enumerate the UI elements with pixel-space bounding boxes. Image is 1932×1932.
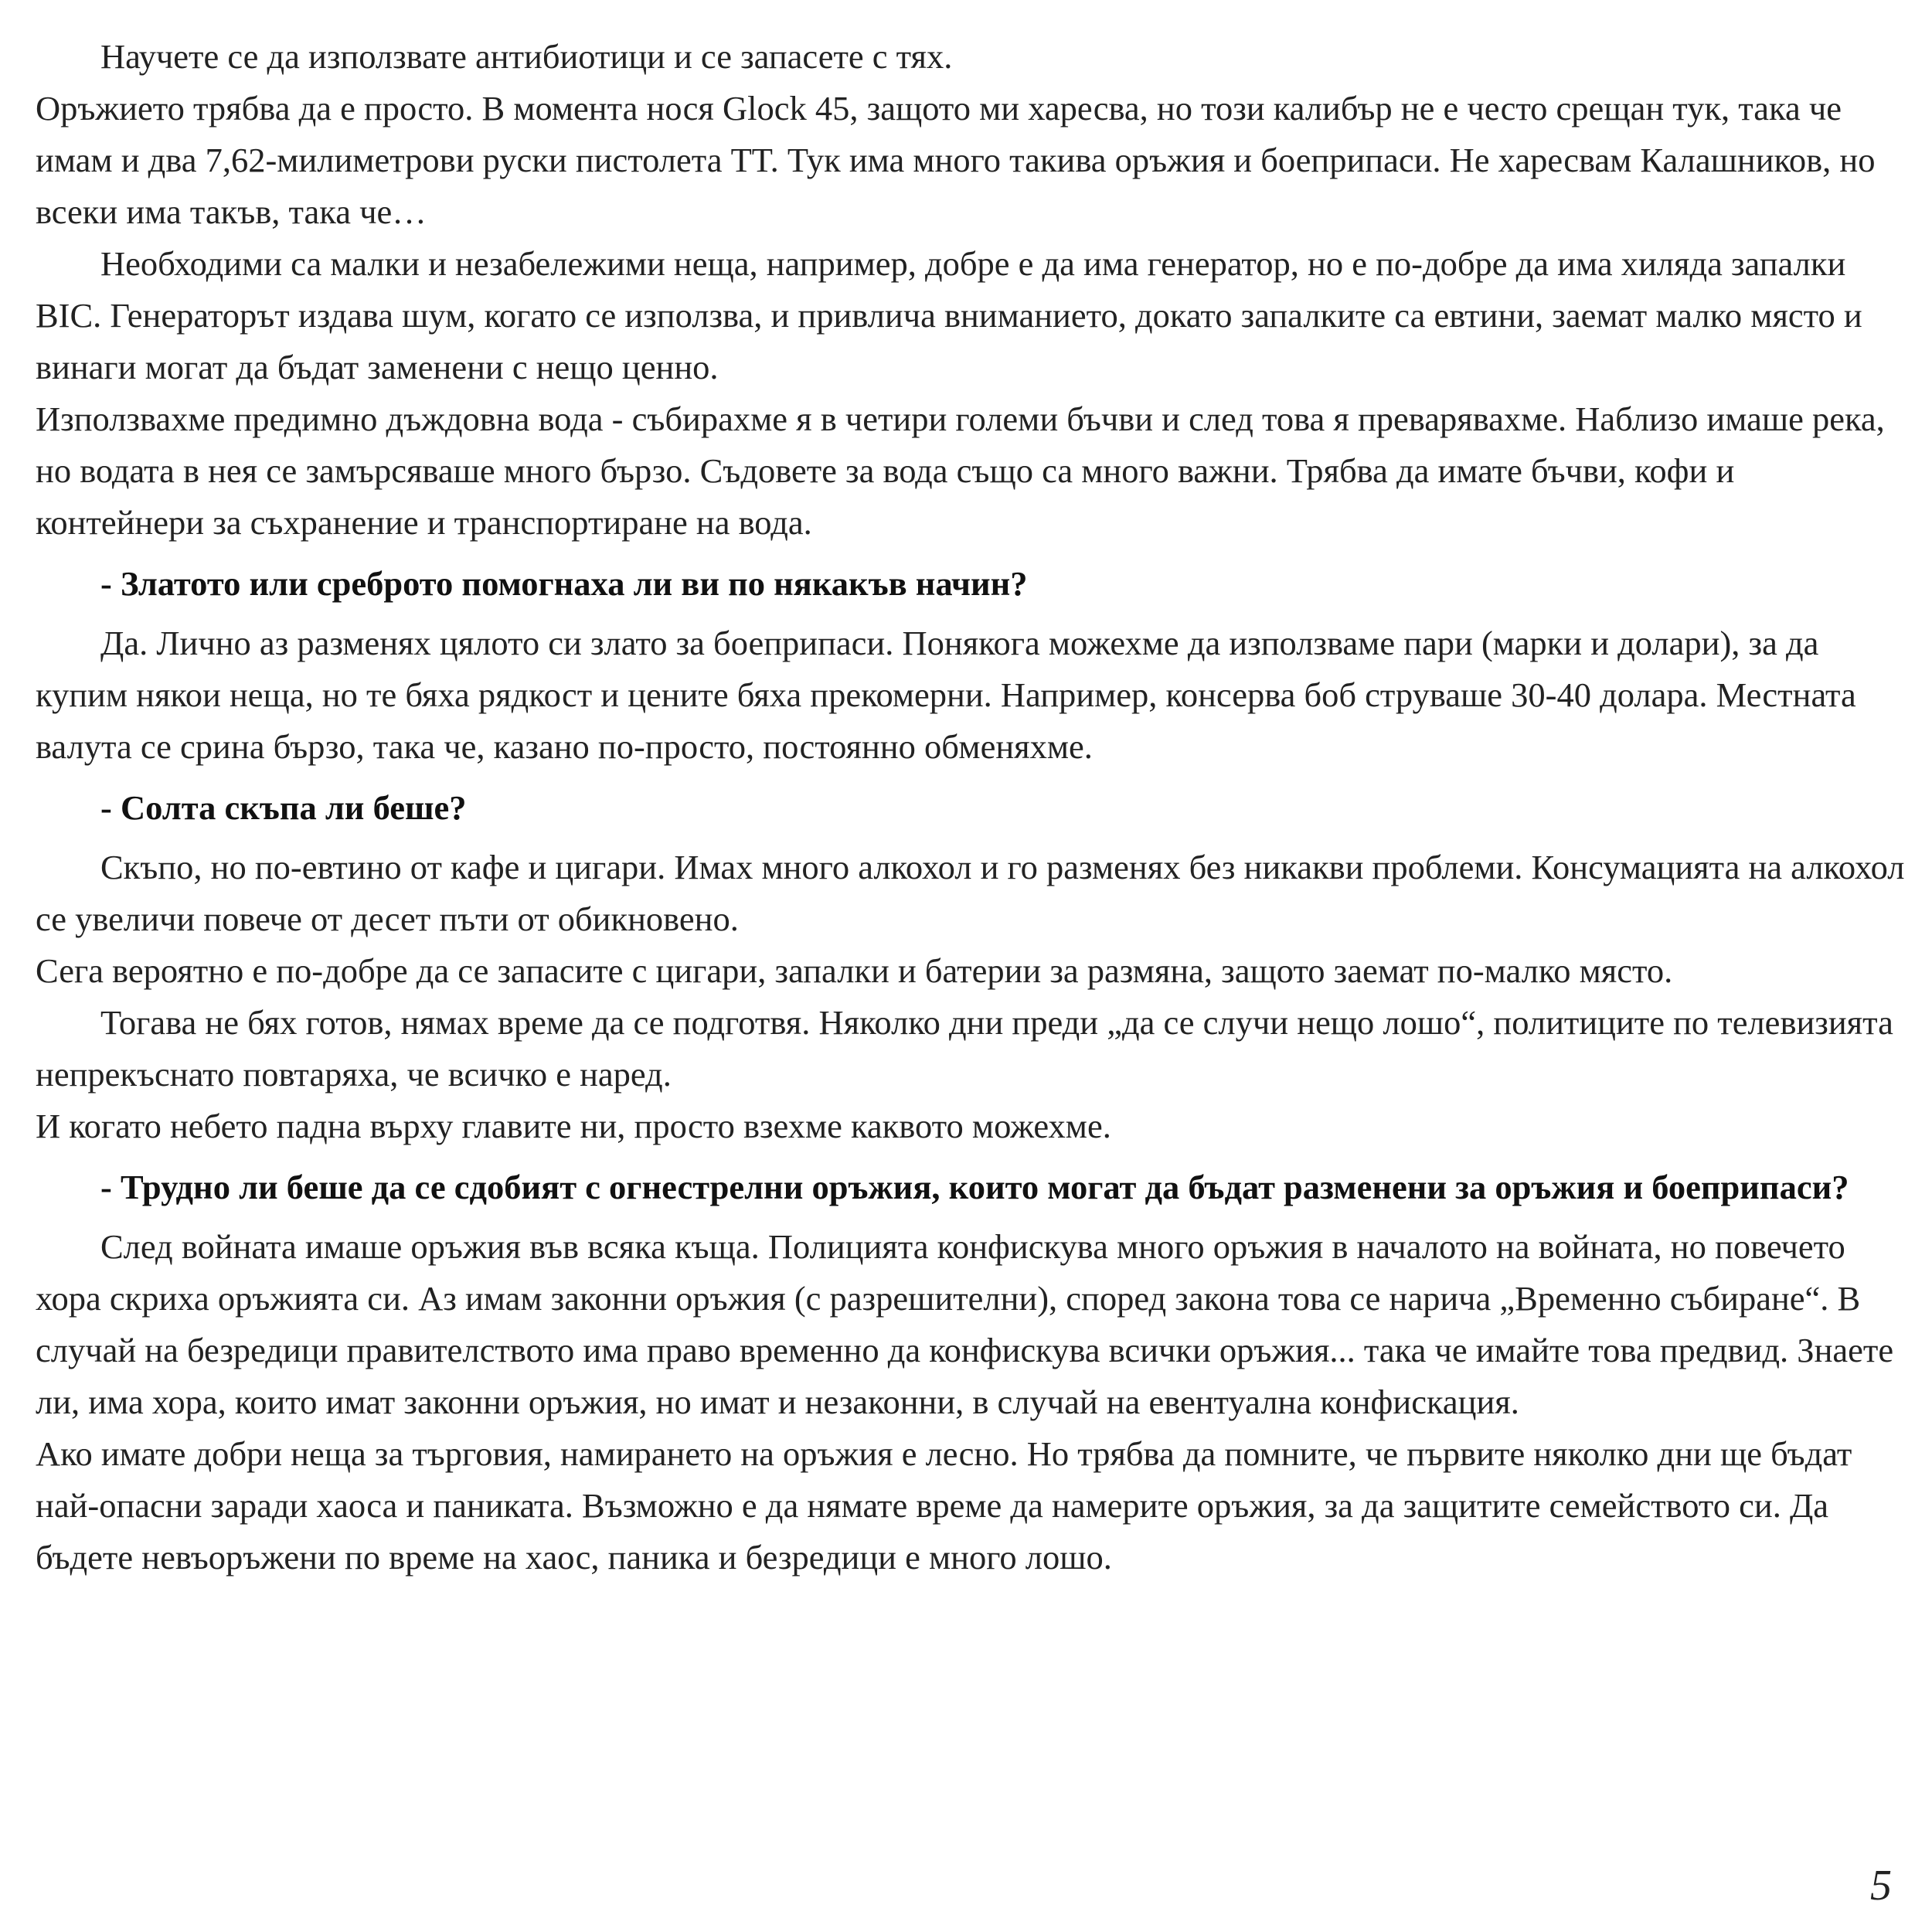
paragraph-salt-answer: Скъпо, но по-евтино от кафе и цигари. Имах много алкохол и го разменях без никакви проблеми. Консумацията на алкохол се увеличи повече от десет пъти от обикновено. bbox=[36, 848, 1905, 938]
paragraph-sky-fell: И когато небето падна върху главите ни, просто взехме каквото можехме. bbox=[36, 1107, 1111, 1145]
paragraph-small-items: Необходими са малки и незабележими неща, например, добре е да има генератор, но е по-добре да има хиляда запалки BIC. Генераторът издава шум, когато се използва, и привлича вниманието, докато запалките са евтини, заемат малко място и винаги могат да бъдат заменени с нещо ценно. bbox=[36, 244, 1862, 386]
question-salt: - Солта скъпа ли беше? bbox=[100, 788, 467, 827]
paragraph-weapons-simple: Оръжието трябва да е просто. В момента нося Glock 45, защото ми харесва, но този калибър не е често срещан тук, така че имам и два 7,62-милиметрови руски пистолета TT. Тук има много такива оръжия и боеприпаси. Не харесвам Калашников, но всеки има такъв, така че… bbox=[36, 89, 1876, 231]
paragraph-not-ready: Тогава не бях готов, нямах време да се подготвя. Няколко дни преди „да се случи нещо лошо“, политиците по телевизията непрекъснато повтаряха, че всичко е наред. bbox=[36, 1003, 1893, 1094]
paragraph-cigarettes: Сега вероятно е по-добре да се запасите с цигари, запалки и батерии за размяна, защото заемат по-малко място. bbox=[36, 951, 1673, 990]
paragraph-trade-goods: Ако имате добри неща за търговия, намирането на оръжия е лесно. Но трябва да помните, че първите няколко дни ще бъдат най-опасни заради хаоса и паниката. Възможно е да нямате време да намерите оръжия, за да защитите семейството си. Да бъдете невъоръжени по време на хаос, паника и безредици е много лошо. bbox=[36, 1434, 1852, 1577]
question-firearms: - Трудно ли беше да се сдобият с огнестрелни оръжия, които могат да бъдат разменени за оръжия и боеприпаси? bbox=[100, 1168, 1849, 1206]
page-number: 5 bbox=[1870, 1862, 1892, 1910]
paragraph-gold-answer: Да. Лично аз разменях цялото си злато за боеприпаси. Понякога можехме да използваме пари (марки и долари), за да купим някои неща, но те бяха рядкост и цените бяха прекомерни. Например, консерва боб струваше 30-40 долара. Местната валута се срина бързо, така че, казано по-просто, постоянно обменяхме. bbox=[36, 624, 1856, 766]
paragraph-rainwater: Използвахме предимно дъждовна вода - събирахме я в четири големи бъчви и след това я преварявахме. Наблизо имаше река, но водата в нея се замърсяваше много бързо. Съдовете за вода също са много важни. Трябва да имате бъчви, кофи и контейнери за съхранение и транспортиране на вода. bbox=[36, 400, 1885, 542]
question-gold-silver: - Златото или среброто помогнаха ли ви по някакъв начин? bbox=[100, 564, 1028, 603]
paragraph-after-war: След войната имаше оръжия във всяка къща. Полицията конфискува много оръжия в началото на войната, но повечето хора скриха оръжията си. Аз имам законни оръжия (с разрешителни), според закона това се нарича „Временно събиране“. В случай на безредици правителството има право временно да конфискува всички оръжия... така че имайте това предвид. Знаете ли, има хора, които имат законни оръжия, но имат и незаконни, в случай на евентуална конфискация. bbox=[36, 1227, 1894, 1421]
paragraph-antibiotics: Научете се да използвате антибиотици и се запасете с тях. bbox=[100, 37, 953, 76]
document-page bbox=[36, 31, 1906, 1583]
